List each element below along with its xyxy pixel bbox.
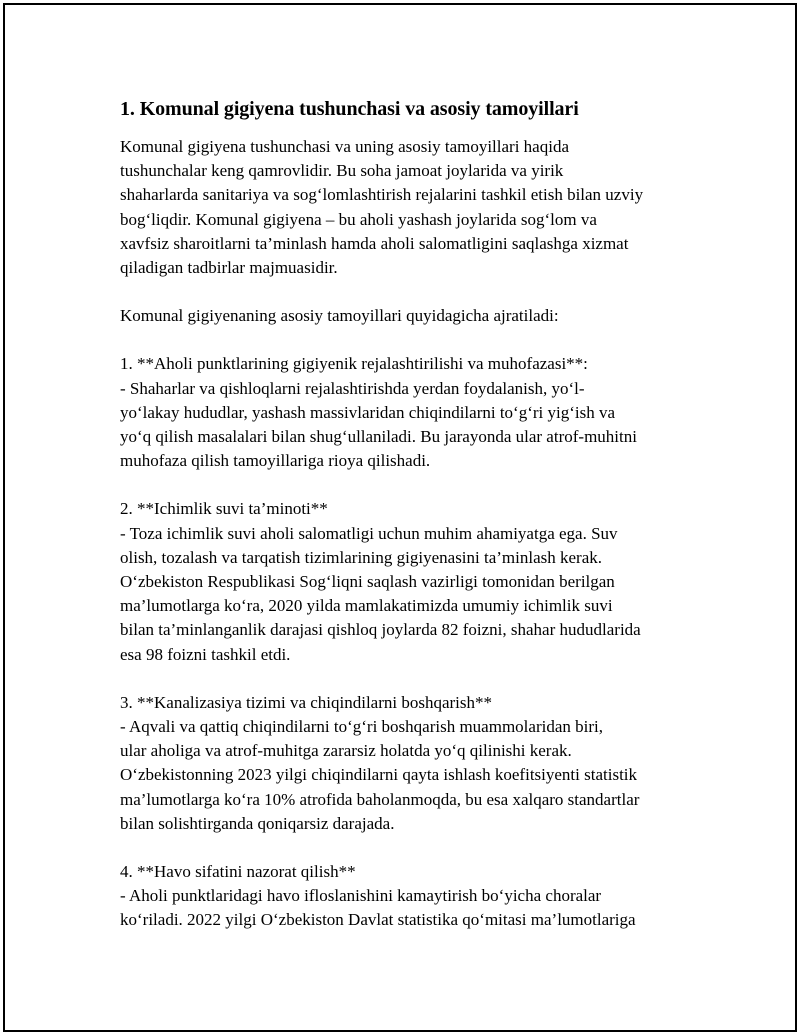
paragraph-item-2: 2. **Ichimlik suvi ta’minoti** - Toza ichimlik suvi aholi salomatligi uchun muhim ahamiyatga ega. Suv olish, tozalash va tarqatish tizimlarining gigiyenasini ta’minlash kerak. O‘zbekiston Respublikasi Sog‘liqni saqlash vazirligi tomonidan berilgan ma’lumotlarga ko‘ra, 2020 yilda mamlakatimizda umumiy ichimlik suvi bilan ta’minlanganlik darajasi qishloq joylarda 82 foizni, shahar hududlarida esa 98 foizni tashkil etdi.	[120, 499, 641, 664]
paragraph-intro: Komunal gigiyena tushunchasi va uning asosiy tamoyillari haqida tushunchalar keng qamrovlidir. Bu soha jamoat joylarida va yirik shaharlarda sanitariya va sog‘lomlashtirish rejalarini tashkil etish bilan uzviy bog‘liqdir. Komunal gigiyena – bu aholi yashash joylarida sog‘lom va xavfsiz sharoitlarni ta’minlash hamda aholi salomatligini saqlashga xizmat qiladigan tadbirlar majmuasidir.	[120, 137, 644, 278]
document-body	[120, 97, 710, 933]
paragraph-principles-lead: Komunal gigiyenaning asosiy tamoyillari quyidagicha ajratiladi:	[120, 306, 559, 326]
paragraph-item-3: 3. **Kanalizasiya tizimi va chiqindilarni boshqarish** - Aqvali va qattiq chiqindilarni to‘g‘ri boshqarish muammolaridan biri, ular aholiga va atrof-muhitga zararsiz holatda yo‘q qilinishi kerak. O‘zbekistonning 2023 yilgi chiqindilarni qayta ishlash koefitsiyenti statistik ma’lumotlarga ko‘ra 10% atrofida baholanmoqda, bu esa xalqaro standartlar bilan solishtirganda qoniqarsiz darajada.	[120, 692, 640, 833]
section-heading: 1. Komunal gigiyena tushunchasi va asosiy tamoyillari	[120, 98, 579, 120]
paragraph-item-4: 4. **Havo sifatini nazorat qilish** - Aholi punktlaridagi havo ifloslanishini kamaytirish bo‘yicha choralar ko‘riladi. 2022 yilgi O‘zbekiston Davlat statistika qo‘mitasi ma’lumotlariga	[120, 862, 636, 930]
paragraph-item-1: 1. **Aholi punktlarining gigiyenik rejalashtirilishi va muhofazasi**: - Shaharlar va qishloqlarni rejalashtirishda yerdan foydalanish, yo‘l- yo‘lakay hududlar, yashash massivlaridan chiqindilarni to‘g‘ri yig‘ish va yo‘q qilish masalalari bilan shug‘ullaniladi. Bu jarayonda ular atrof-muhitni muhofaza qilish tamoyillariga rioya qilishadi.	[120, 354, 637, 471]
paragraph-gap	[120, 836, 710, 860]
paragraph-gap	[120, 280, 710, 304]
paragraph-gap	[120, 667, 710, 691]
paragraph-gap	[120, 328, 710, 352]
paragraph-gap	[120, 473, 710, 497]
document-page	[3, 3, 797, 1032]
